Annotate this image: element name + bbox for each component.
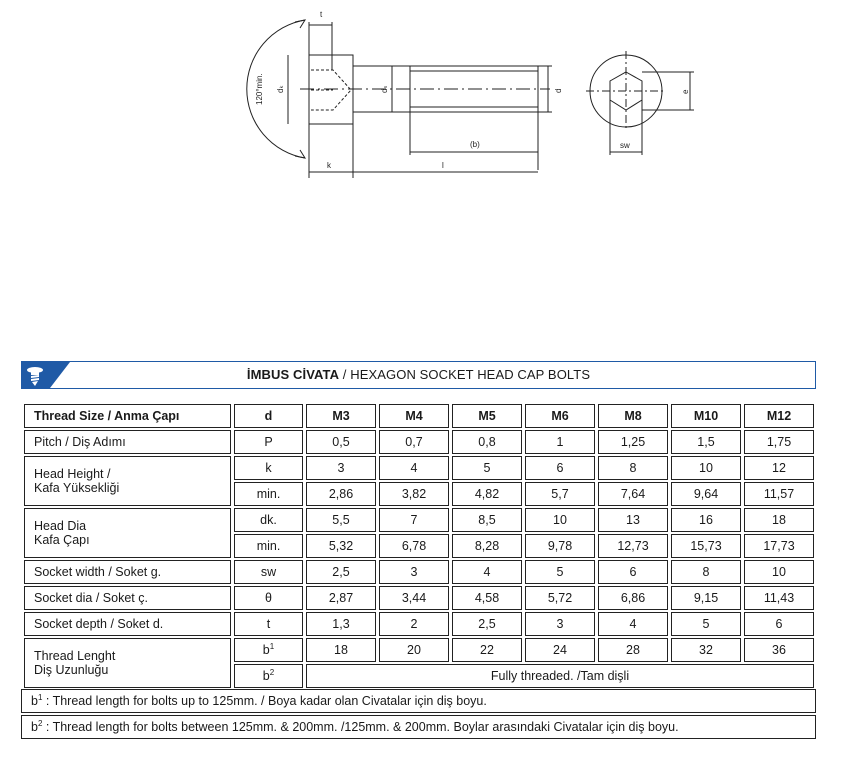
table-cell: 5,72 — [525, 586, 595, 610]
table-cell: 16 — [671, 508, 741, 532]
title-bold: İMBUS CİVATA — [246, 367, 340, 382]
header-sym: d — [234, 404, 303, 428]
head-height-label-en: Head Height / — [34, 467, 111, 481]
socket-width-label: Socket width / Soket g. — [24, 560, 231, 584]
footnote-b2-text: : Thread length for bolts between 125mm. & 200mm. /125mm. & 200mm. Boylar arasındaki Civatalar için diş boyu. — [42, 720, 679, 734]
table-cell: 11,57 — [744, 482, 814, 506]
label-dk: dₖ — [276, 85, 285, 93]
table-cell: 6,86 — [598, 586, 668, 610]
table-cell: 2,87 — [306, 586, 376, 610]
table-cell: 2,86 — [306, 482, 376, 506]
table-cell: 0,5 — [306, 430, 376, 454]
table-row-socket-width — [24, 560, 814, 584]
table-cell: 4,82 — [452, 482, 522, 506]
head-dia-min-sym: min. — [234, 534, 303, 558]
label-k: k — [327, 161, 331, 170]
table-cell: 6 — [525, 456, 595, 480]
footnote-b2-sym: b — [31, 720, 38, 734]
table-cell: 5 — [671, 612, 741, 636]
head-height-min-sym: min. — [234, 482, 303, 506]
footnote-b2 — [21, 715, 816, 739]
table-cell: 8,5 — [452, 508, 522, 532]
label-angle: 120°min. — [255, 73, 264, 105]
table-cell: 1,25 — [598, 430, 668, 454]
b2-sup: 2 — [269, 667, 275, 677]
table-row-pitch — [24, 430, 814, 454]
table-title-bar — [21, 361, 816, 389]
footnote-b2-sup: 2 — [37, 718, 43, 728]
label-sw: sw — [620, 141, 630, 150]
table-cell: 1,5 — [671, 430, 741, 454]
table-cell: 8 — [671, 560, 741, 584]
label-e: e — [681, 89, 690, 94]
head-height-label-tr: Kafa Yüksekliği — [34, 481, 120, 495]
label-l: l — [442, 161, 444, 170]
table-cell: 18 — [744, 508, 814, 532]
table-cell: 1,75 — [744, 430, 814, 454]
table-cell: 9,64 — [671, 482, 741, 506]
footnote-b1 — [21, 689, 816, 713]
table-cell: 5 — [452, 456, 522, 480]
head-height-sym: k — [234, 456, 303, 480]
table-cell: 4 — [598, 612, 668, 636]
footnote-b1-sup: 1 — [37, 692, 43, 702]
table-cell: 2 — [379, 612, 449, 636]
table-cell: 18 — [306, 638, 376, 662]
thread-length-b2-sym — [234, 664, 303, 688]
table-cell: 9,78 — [525, 534, 595, 558]
thread-length-label-tr: Diş Uzunluğu — [34, 663, 109, 677]
table-cell: 15,73 — [671, 534, 741, 558]
table-cell: 12,73 — [598, 534, 668, 558]
size-m4: M4 — [379, 404, 449, 428]
b1-sup: 1 — [269, 641, 275, 651]
table-cell: 13 — [598, 508, 668, 532]
b2-sym-text: b — [262, 669, 270, 683]
pitch-sym: P — [234, 430, 303, 454]
size-m3: M3 — [306, 404, 376, 428]
table-cell: 6,78 — [379, 534, 449, 558]
table-cell: 8,28 — [452, 534, 522, 558]
label-d: d — [554, 88, 563, 93]
socket-dia-sym: θ — [234, 586, 303, 610]
table-cell: 5,7 — [525, 482, 595, 506]
table-cell: 2,5 — [306, 560, 376, 584]
table-cell: 22 — [452, 638, 522, 662]
label-ds: dₛ — [380, 85, 389, 93]
table-cell: 0,7 — [379, 430, 449, 454]
table-cell: 6 — [744, 612, 814, 636]
table-cell: 7 — [379, 508, 449, 532]
table-cell: 24 — [525, 638, 595, 662]
table-cell: 8 — [598, 456, 668, 480]
table-cell: 6 — [598, 560, 668, 584]
head-height-label — [24, 456, 231, 506]
label-t: t — [320, 10, 323, 19]
bolt-technical-drawing — [0, 0, 848, 190]
title-rest: HEXAGON SOCKET HEAD CAP BOLTS — [350, 367, 591, 382]
table-row-thread-length — [24, 638, 814, 662]
table-cell: 4,58 — [452, 586, 522, 610]
pitch-label: Pitch / Diş Adımı — [24, 430, 231, 454]
table-cell: 20 — [379, 638, 449, 662]
socket-depth-label: Socket depth / Soket d. — [24, 612, 231, 636]
table-row-head-dia — [24, 508, 814, 532]
table-cell: 10 — [525, 508, 595, 532]
table-row-header — [24, 404, 814, 428]
socket-dia-label: Socket dia / Soket ç. — [24, 586, 231, 610]
table-cell: 12 — [744, 456, 814, 480]
footnote-b1-text: : Thread length for bolts up to 125mm. / Boya kadar olan Civatalar için diş boyu. — [42, 694, 487, 708]
b1-sym-text: b — [262, 643, 270, 657]
table-cell: 1,3 — [306, 612, 376, 636]
fully-threaded-cell: Fully threaded. /Tam dişli — [306, 664, 814, 688]
table-cell: 17,73 — [744, 534, 814, 558]
size-m10: M10 — [671, 404, 741, 428]
thread-length-b1-sym — [234, 638, 303, 662]
thread-length-label-en: Thread Lenght — [34, 649, 116, 663]
table-cell: 3,82 — [379, 482, 449, 506]
table-cell: 0,8 — [452, 430, 522, 454]
head-dia-label-en: Head Dia — [34, 519, 87, 533]
size-m5: M5 — [452, 404, 522, 428]
table-cell: 2,5 — [452, 612, 522, 636]
thread-length-label — [24, 638, 231, 688]
table-cell: 3 — [525, 612, 595, 636]
size-m6: M6 — [525, 404, 595, 428]
table-row-socket-dia — [24, 586, 814, 610]
table-cell: 4 — [379, 456, 449, 480]
table-cell: 10 — [671, 456, 741, 480]
table-cell: 32 — [671, 638, 741, 662]
table-cell: 36 — [744, 638, 814, 662]
socket-depth-sym: t — [234, 612, 303, 636]
table-cell: 5,32 — [306, 534, 376, 558]
table-row-head-height — [24, 456, 814, 480]
table-cell: 7,64 — [598, 482, 668, 506]
table-title — [22, 362, 815, 388]
table-cell: 11,43 — [744, 586, 814, 610]
table-cell: 4 — [452, 560, 522, 584]
table-cell: 28 — [598, 638, 668, 662]
table-cell: 3 — [379, 560, 449, 584]
size-m8: M8 — [598, 404, 668, 428]
head-dia-sym: dk. — [234, 508, 303, 532]
header-label: Thread Size / Anma Çapı — [24, 404, 231, 428]
table-cell: 10 — [744, 560, 814, 584]
spec-table — [21, 402, 817, 690]
table-cell: 1 — [525, 430, 595, 454]
head-dia-label — [24, 508, 231, 558]
table-cell: 3 — [306, 456, 376, 480]
label-b: (b) — [470, 140, 480, 149]
table-cell: 3,44 — [379, 586, 449, 610]
footnote-b1-sym: b — [31, 694, 38, 708]
table-cell: 9,15 — [671, 586, 741, 610]
head-dia-label-tr: Kafa Çapı — [34, 533, 90, 547]
table-cell: 5 — [525, 560, 595, 584]
size-m12: M12 — [744, 404, 814, 428]
table-row-socket-depth — [24, 612, 814, 636]
table-cell: 5,5 — [306, 508, 376, 532]
title-separator: / — [339, 367, 351, 382]
socket-width-sym: sw — [234, 560, 303, 584]
